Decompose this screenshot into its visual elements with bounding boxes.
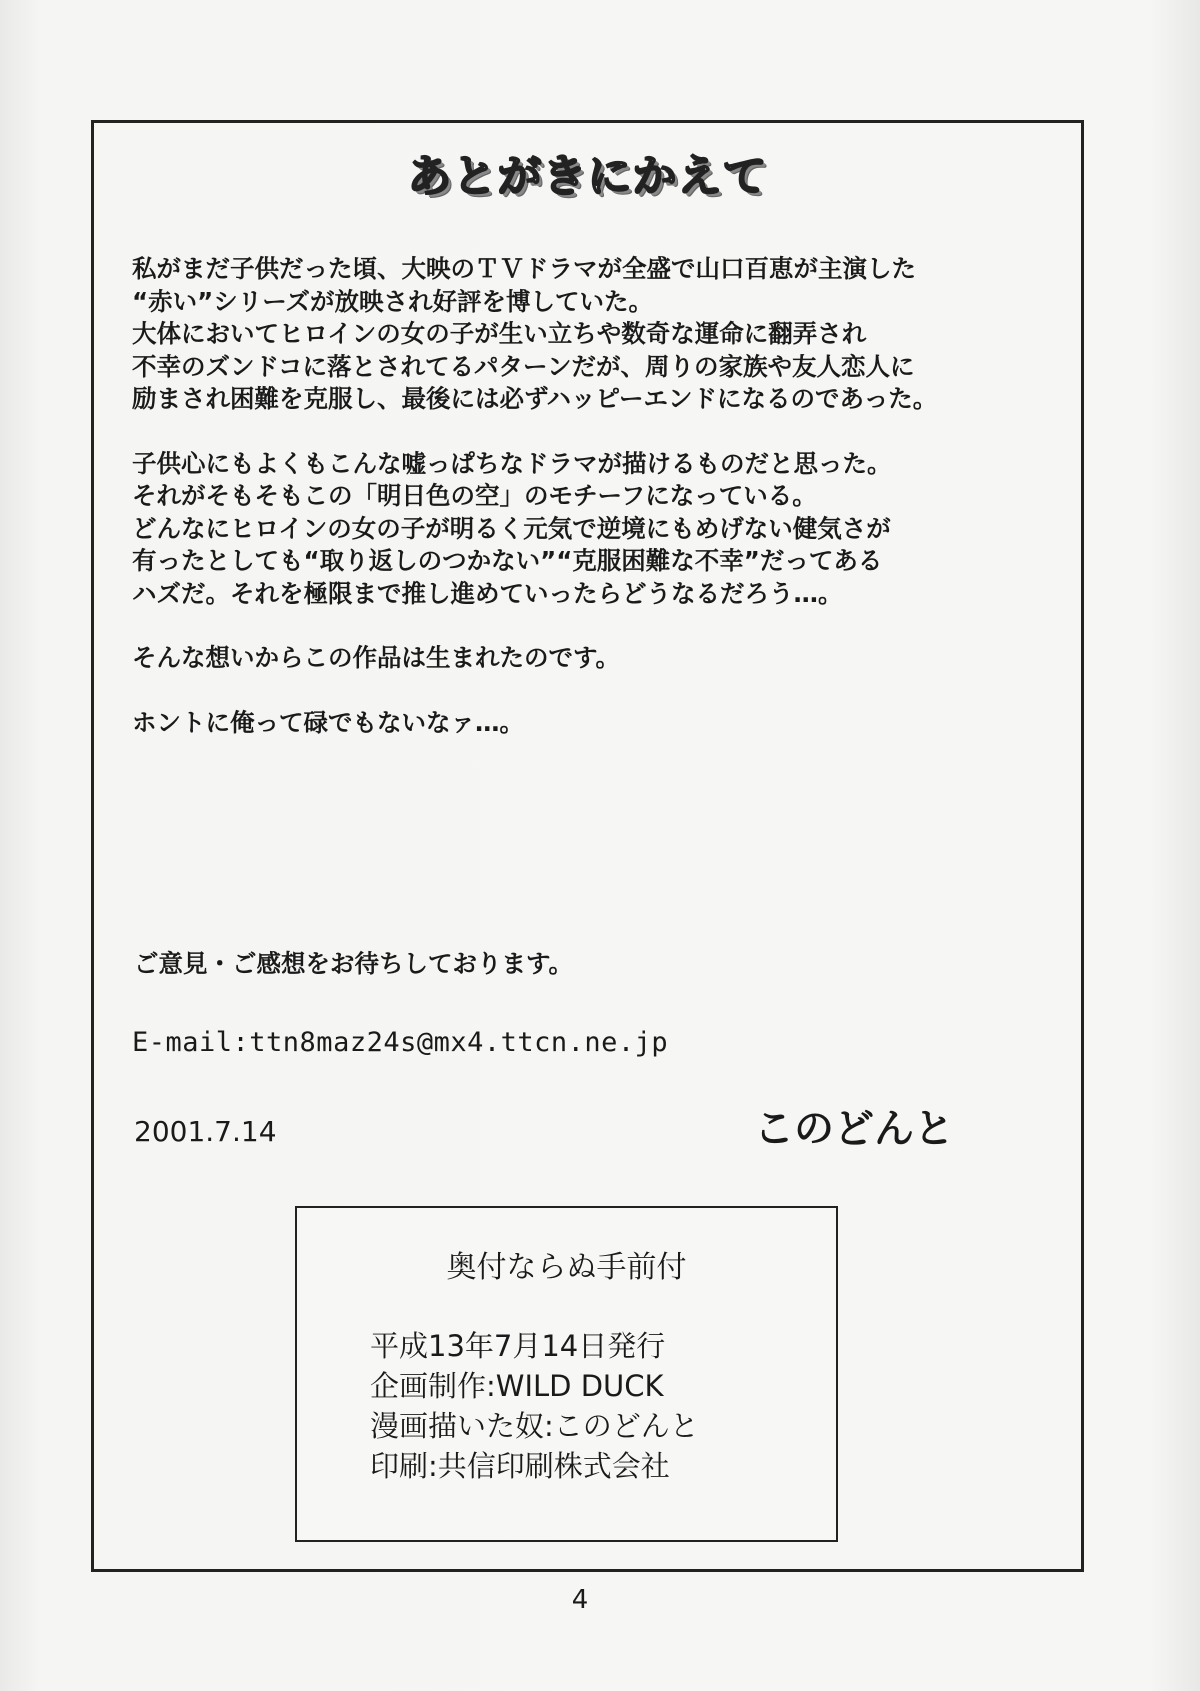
paragraph-4 (132, 707, 1062, 740)
paragraph-3 (132, 642, 1062, 675)
text-line: どんなにヒロインの女の子が明るく元気で逆境にもめげない健気さが (132, 513, 891, 543)
date-stamp: 2001.7.14 (134, 1115, 277, 1148)
producer: 企画制作:WILD DUCK (370, 1369, 664, 1403)
artist: 漫画描いた奴:このどんと (370, 1409, 699, 1443)
page-number: 4 (571, 1585, 589, 1615)
text-line: 大体においてヒロインの女の子が生い立ちや数奇な運命に翻弄され (132, 319, 867, 348)
publish-date: 平成13年7月14日発行 (370, 1329, 666, 1363)
text-line: 私がまだ子供だった頃、大映のＴＶドラマが全盛で山口百恵が主演した (132, 254, 916, 283)
afterword-frame (91, 120, 1084, 1572)
text-line: ハズだ。それを極限まで推し進めていったらどうなるだろう…。 (132, 578, 843, 608)
author-name: このどんと (754, 1106, 954, 1152)
page-title: あとがきにかえて (407, 151, 768, 202)
feedback-request: ご意見・ご感想をお待ちしております。 (134, 949, 574, 978)
text-line: そんな想いからこの作品は生まれたのです。 (132, 643, 621, 672)
colophon-box (295, 1206, 838, 1542)
paragraph-1 (132, 253, 1062, 416)
text-line: 有ったとしても“取り返しのつかない”“克服困難な不幸”だってある (132, 546, 883, 575)
email-address: E-mail:ttn8maz24s@mx4.ttcn.ne.jp (132, 1027, 669, 1058)
paragraph-2 (132, 448, 1062, 611)
colophon-title: 奥付ならぬ手前付 (446, 1250, 687, 1285)
colophon-details (370, 1326, 699, 1486)
afterword-body (132, 253, 1062, 771)
text-line: 励まされ困難を克服し、最後には必ずハッピーエンドになるのであった。 (132, 384, 938, 413)
text-line: 不幸のズンドコに落とされてるパターンだが、周りの家族や友人恋人に (132, 351, 915, 381)
text-line: 子供心にもよくもこんな嘘っぱちなドラマが描けるものだと思った。 (132, 448, 892, 478)
text-line: “赤い”シリーズが放映され好評を博していた。 (132, 286, 653, 316)
text-line: ホントに俺って碌でもないなァ…。 (132, 707, 524, 737)
printer: 印刷:共信印刷株式会社 (370, 1449, 670, 1483)
text-line: それがそもそもこの「明日色の空」のモチーフになっている。 (132, 481, 817, 510)
